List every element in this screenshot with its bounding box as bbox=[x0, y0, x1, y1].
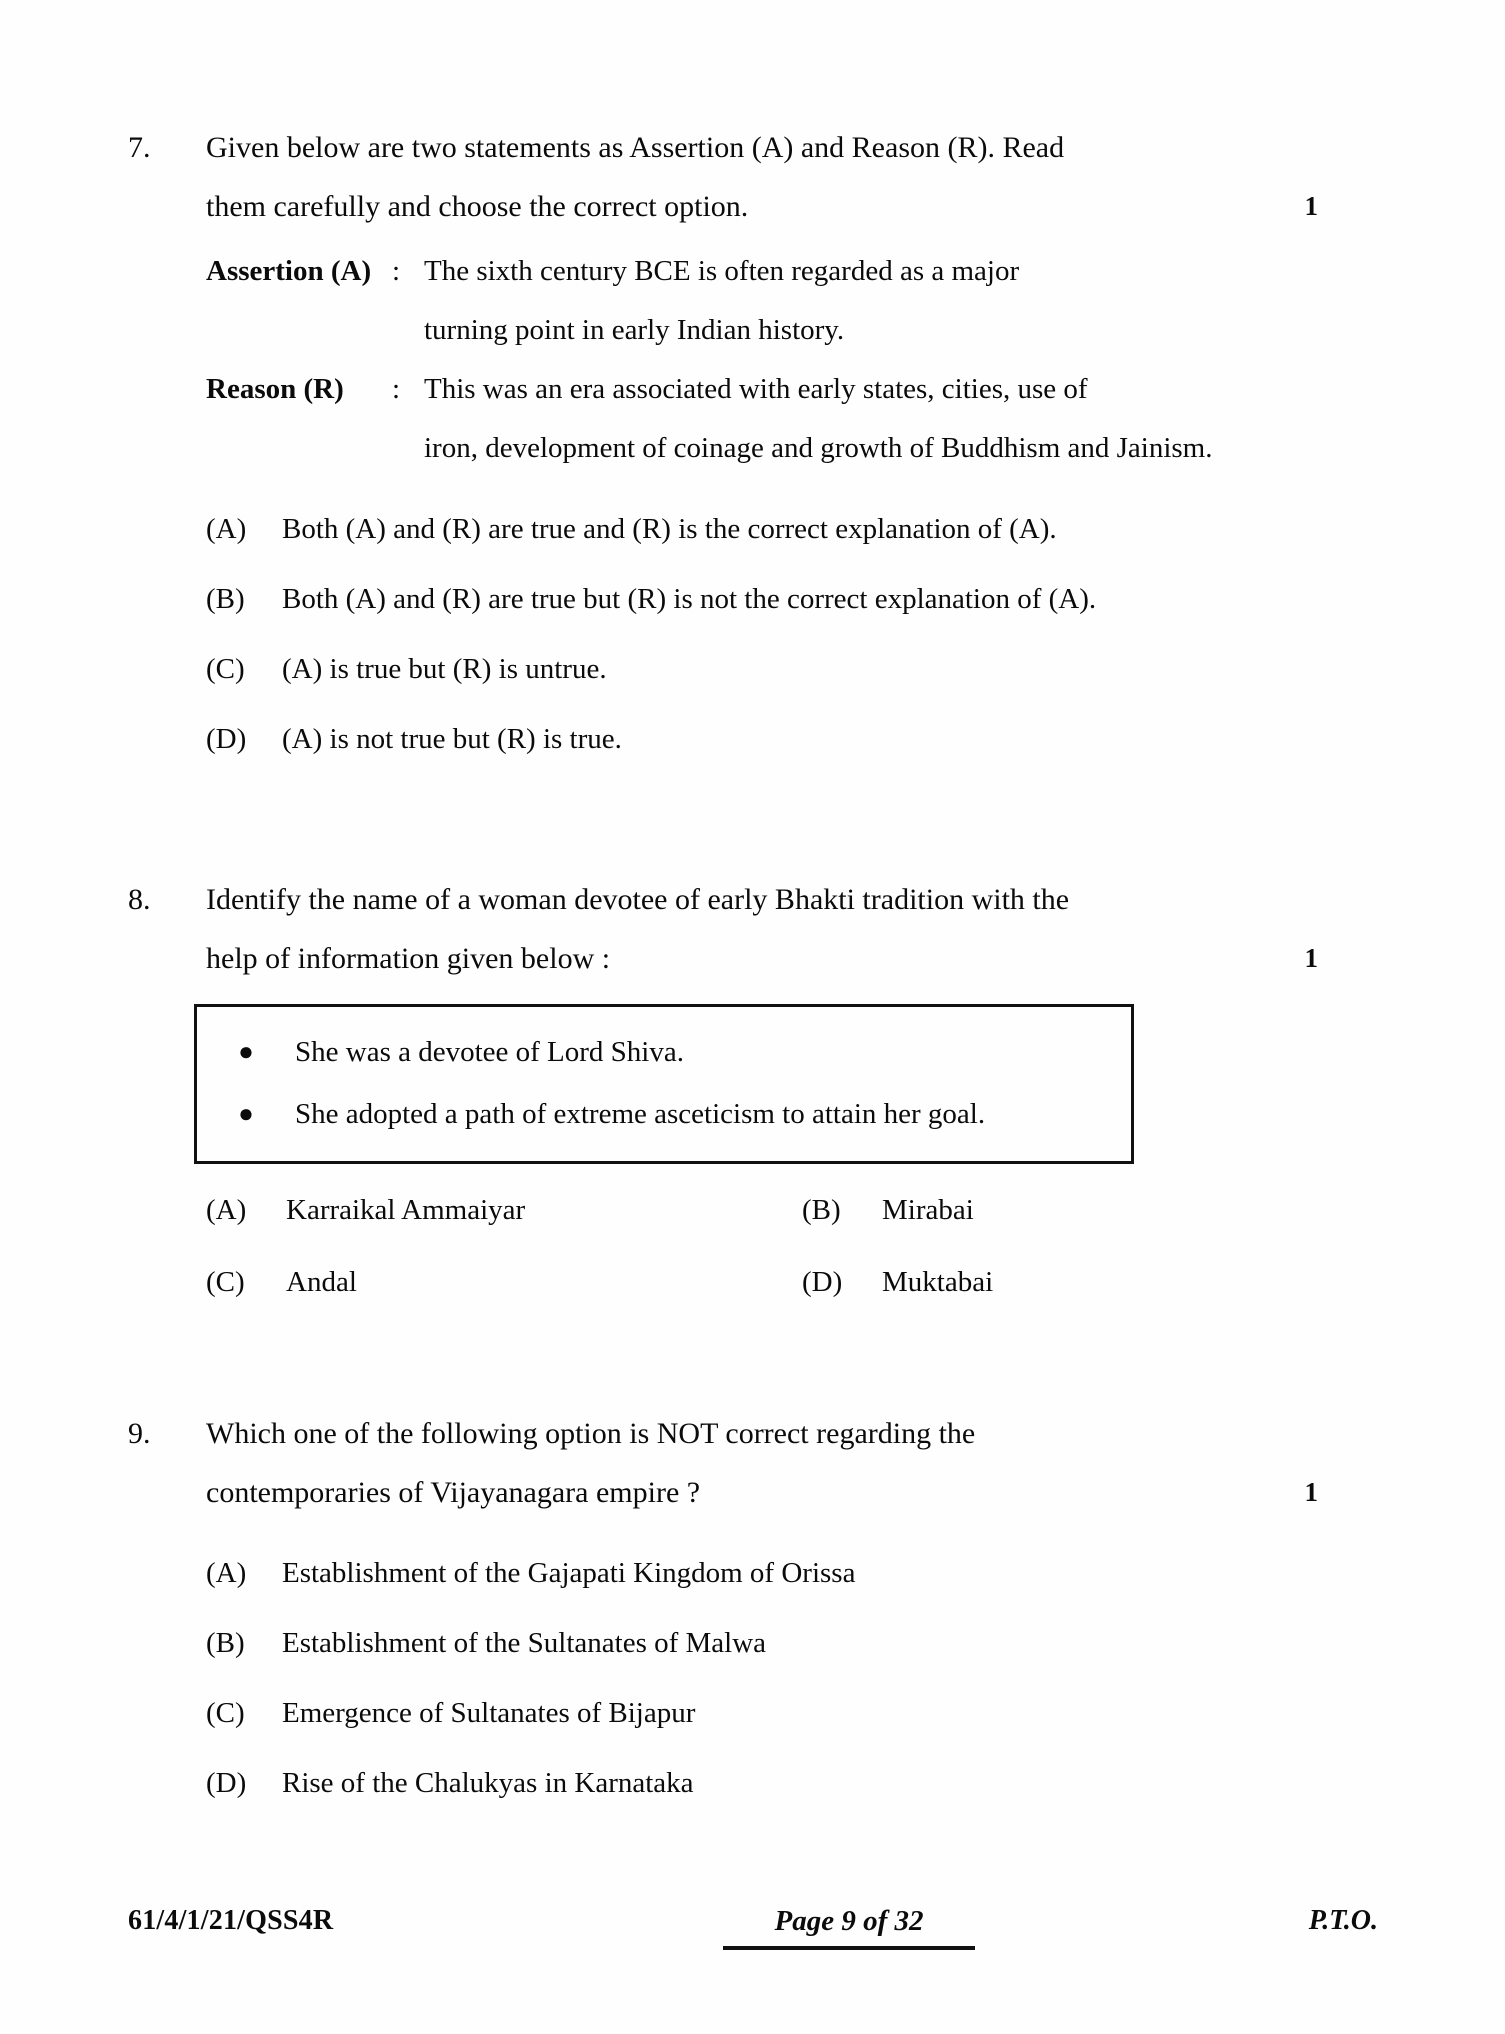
question-7-options bbox=[128, 494, 1318, 774]
option-row bbox=[206, 1246, 1318, 1318]
option-label: Rise of the Chalukyas in Karnataka bbox=[282, 1767, 694, 1799]
question-8-marks: 1 bbox=[1304, 943, 1318, 973]
question-9 bbox=[128, 1404, 1318, 1818]
option-label: (A) is true but (R) is untrue. bbox=[282, 653, 607, 685]
spacer-q8-q9 bbox=[128, 1318, 1318, 1404]
option-item[interactable] bbox=[206, 1538, 1318, 1608]
question-7-assertion-reason bbox=[128, 242, 1318, 478]
option-item[interactable] bbox=[206, 1246, 802, 1318]
page-footer bbox=[128, 1905, 1378, 1950]
question-7-marks: 1 bbox=[1304, 191, 1318, 221]
assertion-label: Assertion (A) bbox=[206, 255, 372, 287]
question-7-stem-line-2: them carefully and choose the correct option. bbox=[206, 190, 749, 223]
question-9-options bbox=[128, 1538, 1318, 1818]
option-key: (C) bbox=[206, 653, 245, 685]
question-7-header bbox=[128, 118, 1318, 236]
option-key: (D) bbox=[802, 1266, 843, 1298]
option-item[interactable] bbox=[206, 1174, 802, 1246]
paper-code: 61/4/1/21/QSS4R bbox=[128, 1905, 334, 1936]
question-7 bbox=[128, 118, 1318, 774]
option-item[interactable] bbox=[206, 494, 1318, 564]
page-number: Page 9 of 32 bbox=[774, 1905, 924, 1937]
option-key: (B) bbox=[802, 1194, 841, 1226]
question-7-body bbox=[206, 118, 1318, 236]
question-8-options bbox=[128, 1174, 1318, 1318]
option-key: (A) bbox=[206, 1194, 247, 1226]
option-row bbox=[206, 1174, 1318, 1246]
option-label: Emergence of Sultanates of Bijapur bbox=[282, 1697, 696, 1729]
option-label: Establishment of the Gajapati Kingdom of Orissa bbox=[282, 1557, 856, 1589]
question-9-header bbox=[128, 1404, 1318, 1522]
spacer-q7-q8 bbox=[128, 774, 1318, 870]
reason-text-line-1: This was an era associated with early states, cities, use of bbox=[424, 373, 1088, 405]
pto-marker: P.T.O. bbox=[1308, 1905, 1378, 1936]
reason-colon: : bbox=[392, 373, 401, 405]
option-label: Andal bbox=[286, 1266, 357, 1298]
page-content bbox=[128, 118, 1318, 1818]
option-label: Both (A) and (R) are true and (R) is the correct explanation of (A). bbox=[282, 513, 1057, 545]
reason-row bbox=[206, 360, 1318, 419]
question-9-stem-line-2: contemporaries of Vijayanagara empire ? bbox=[206, 1476, 701, 1509]
question-8-header bbox=[128, 870, 1318, 988]
assertion-text-line-2: turning point in early Indian history. bbox=[424, 314, 845, 346]
question-7-number: 7. bbox=[128, 131, 151, 164]
option-label: Karraikal Ammaiyar bbox=[286, 1194, 526, 1226]
reason-label: Reason (R) bbox=[206, 373, 344, 405]
option-key: (D) bbox=[206, 723, 247, 755]
question-9-number: 9. bbox=[128, 1417, 151, 1450]
option-item[interactable] bbox=[802, 1174, 1318, 1246]
option-item[interactable] bbox=[802, 1246, 1318, 1318]
option-item[interactable] bbox=[206, 634, 1318, 704]
question-8-stem-line-2: help of information given below : bbox=[206, 942, 611, 975]
bullet-icon: ● bbox=[238, 1099, 254, 1128]
option-label: Both (A) and (R) are true but (R) is not the correct explanation of (A). bbox=[282, 583, 1097, 615]
reason-text-line-2: iron, development of coinage and growth of Buddhism and Jainism. bbox=[424, 432, 1213, 464]
option-label: Muktabai bbox=[882, 1266, 994, 1298]
option-label: (A) is not true but (R) is true. bbox=[282, 723, 622, 755]
option-item[interactable] bbox=[206, 1608, 1318, 1678]
assertion-wrapper bbox=[128, 242, 1318, 478]
footer-divider bbox=[723, 1946, 975, 1950]
option-label: Establishment of the Sultanates of Malwa bbox=[282, 1627, 767, 1659]
bullet-icon: ● bbox=[238, 1037, 254, 1066]
option-key: (A) bbox=[206, 513, 247, 545]
question-9-stem-line-1: Which one of the following option is NOT correct regarding the bbox=[206, 1417, 976, 1450]
question-9-body bbox=[206, 1404, 1318, 1522]
option-item[interactable] bbox=[206, 704, 1318, 774]
question-7-stem-line-1: Given below are two statements as Assertion (A) and Reason (R). Read bbox=[206, 131, 1065, 164]
question-8-number: 8. bbox=[128, 883, 151, 916]
question-8-options-wrapper bbox=[128, 1174, 1318, 1318]
assertion-body bbox=[206, 242, 1318, 478]
option-key: (C) bbox=[206, 1266, 245, 1298]
question-9-options-list bbox=[206, 1538, 1318, 1818]
info-list-item bbox=[197, 1083, 1131, 1145]
info-list-item-text: She adopted a path of extreme asceticism to attain her goal. bbox=[295, 1098, 986, 1130]
option-item[interactable] bbox=[206, 1678, 1318, 1748]
question-8 bbox=[128, 870, 1318, 1318]
option-item[interactable] bbox=[206, 1748, 1318, 1818]
info-list-item bbox=[197, 1021, 1131, 1083]
assertion-text-line-1: The sixth century BCE is often regarded as a major bbox=[424, 255, 1020, 287]
option-key: (A) bbox=[206, 1557, 247, 1589]
option-key: (C) bbox=[206, 1697, 245, 1729]
option-key: (B) bbox=[206, 583, 245, 615]
option-label: Mirabai bbox=[882, 1194, 974, 1226]
question-7-options-list bbox=[206, 494, 1318, 774]
option-key: (D) bbox=[206, 1767, 247, 1799]
question-8-stem-line-1: Identify the name of a woman devotee of early Bhakti tradition with the bbox=[206, 883, 1070, 916]
question-7-options-wrapper bbox=[128, 494, 1318, 774]
info-list-item-text: She was a devotee of Lord Shiva. bbox=[295, 1036, 684, 1068]
question-8-body bbox=[206, 870, 1318, 988]
question-9-marks: 1 bbox=[1304, 1477, 1318, 1507]
page-number-block bbox=[723, 1905, 975, 1950]
question-8-options-grid bbox=[206, 1174, 1318, 1318]
question-9-options-wrapper bbox=[128, 1538, 1318, 1818]
assertion-row bbox=[206, 242, 1318, 301]
option-item[interactable] bbox=[206, 564, 1318, 634]
assertion-colon: : bbox=[392, 255, 401, 287]
question-8-info-box bbox=[194, 1004, 1134, 1164]
option-key: (B) bbox=[206, 1627, 245, 1659]
